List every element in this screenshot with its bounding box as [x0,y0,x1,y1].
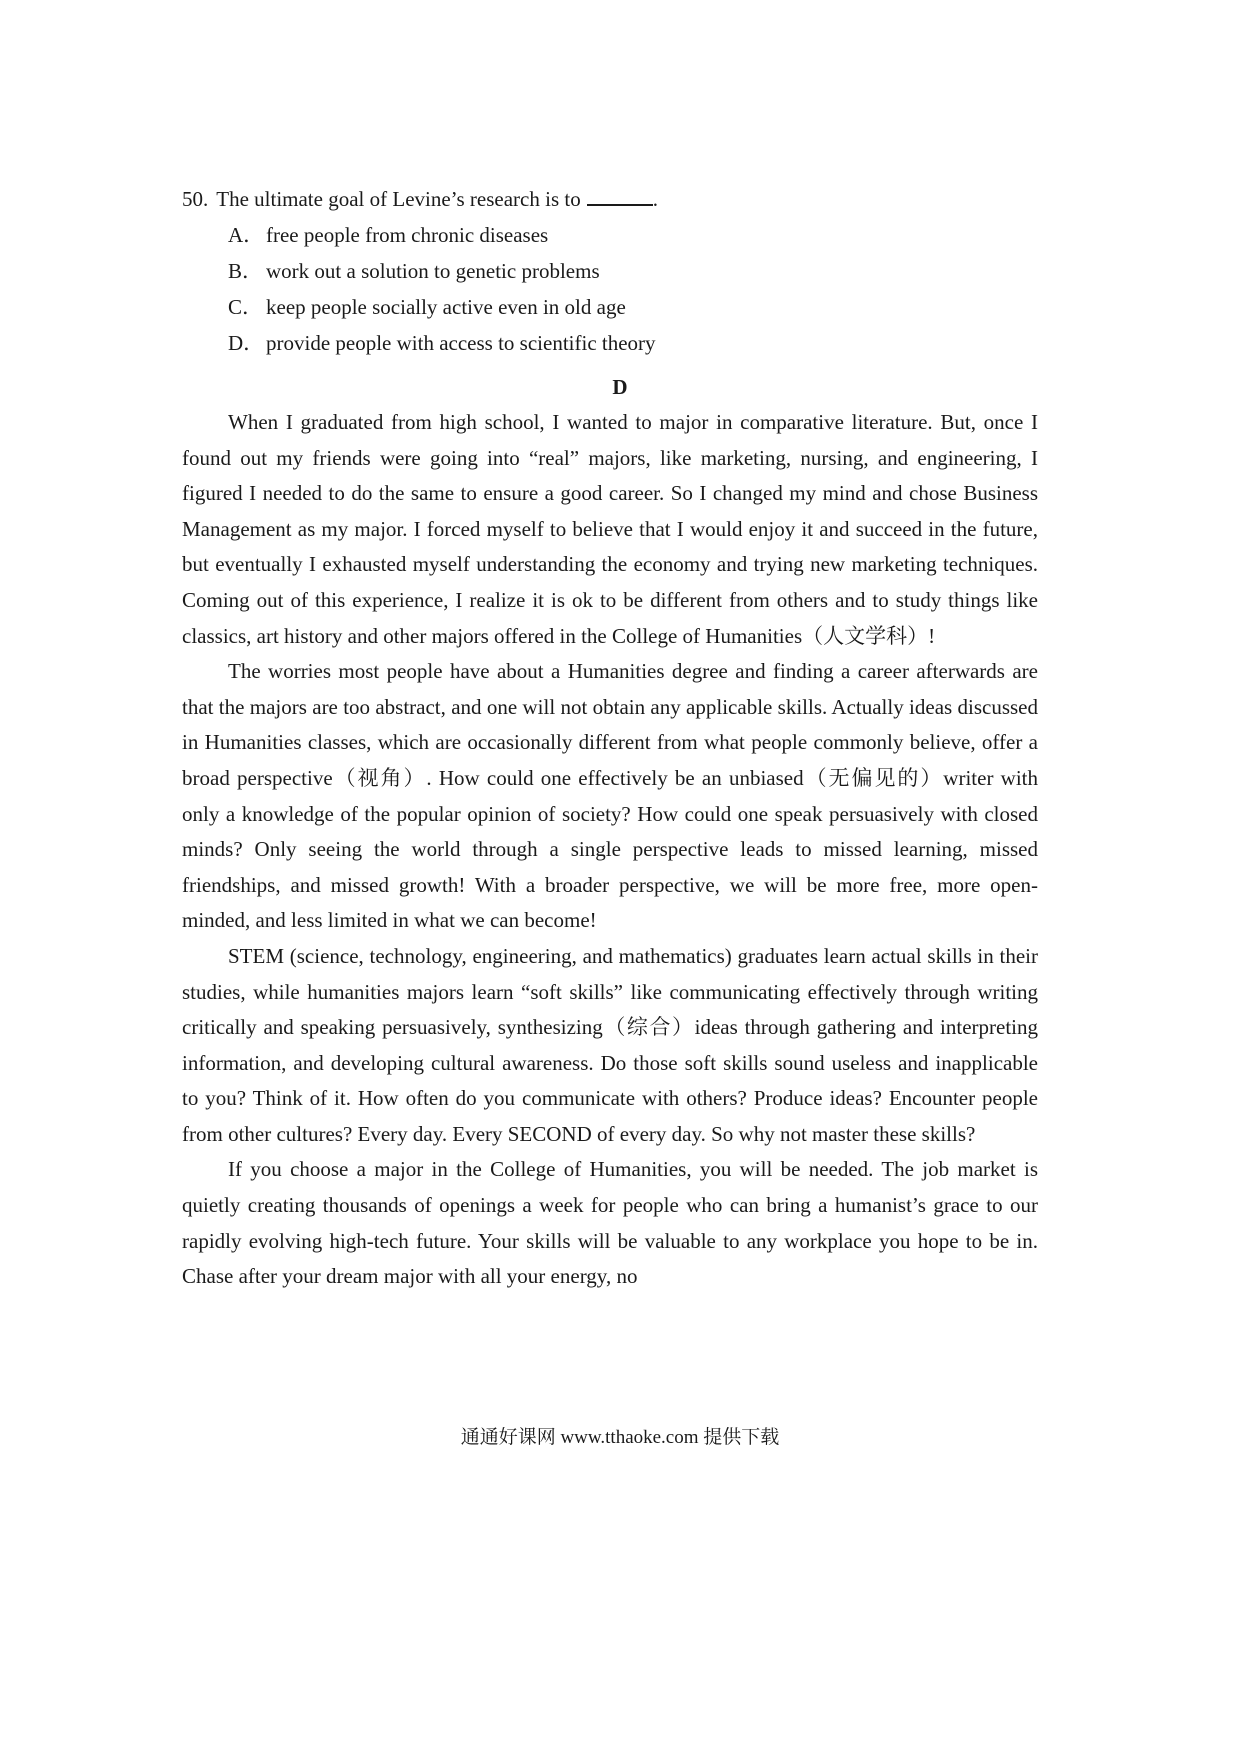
passage-heading: D [612,375,628,399]
passage-paragraph: The worries most people have about a Humanities degree and finding a career afterwards are that the majors are too abstract, and one will not obtain any applicable skills. Actually ideas discussed in Humanities classes, which are occasionally different from what people commonly believe, offer a broad perspective（视角）. How could one effectively be an unbiased（无偏见的）writer with only a knowledge of the popular opinion of society? How could one speak persuasively with closed minds? Only seeing the world through a single perspective leads to missed learning, missed friendships, and missed growth! With a broader perspective, we will be more free, more open-minded, and less limited in what we can become! [182,659,1038,933]
option-letter: B． [228,259,264,283]
page-footer: 通通好课网 www.tthaoke.com 提供下载 [460,1427,780,1448]
passage-paragraph: STEM (science, technology, engineering, and mathematics) graduates learn actual skills in their studies, while humanities majors learn “soft skills” like communicating effectively through writing critically and speaking persuasively, synthesizing（综合）ideas through gathering and interpreting information, and developing cultural awareness. Do those soft skills sound useless and inapplicable to you? Think of it. How often do you communicate with others? Produce ideas? Encounter people from other cultures? Every day. Every SECOND of every day. So why not master these skills? [182,943,1038,1146]
passage-paragraph: When I graduated from high school, I wanted to major in comparative literature. But, once I found out my friends were going into “real” majors, like marketing, nursing, and engineering, I figured I needed to do the same to ensure a good career. So I changed my mind and chose Business Management as my major. I forced myself to believe that I would enjoy it and succeed in the future, but eventually I exhausted myself understanding the economy and trying new marketing techniques. Coming out of this experience, I realize it is ok to be different from others and to study things like classics, art history and other majors offered in the College of Humanities（人文学科）! [182,410,1038,648]
passage-body [182,405,1038,1295]
question-stem [182,181,1062,217]
option-text: keep people socially active even in old age [266,295,626,319]
option-letter: D． [228,331,265,355]
option-c [182,289,1062,325]
option-text: provide people with access to scientific theory [266,331,656,355]
answer-blank [587,184,653,206]
question-50 [182,181,1062,361]
option-letter: A． [228,223,265,247]
option-text: free people from chronic diseases [266,223,549,247]
option-letter: C． [228,295,264,319]
option-a [182,217,1062,253]
question-number: 50. [182,187,209,211]
option-text: work out a solution to genetic problems [266,259,600,283]
option-b [182,253,1062,289]
option-d [182,325,1062,361]
passage-paragraph: If you choose a major in the College of Humanities, you will be needed. The job market is quietly creating thousands of openings a week for people who can bring a humanist’s grace to our rapidly evolving high-tech future. Your skills will be valuable to any workplace you hope to be in. Chase after your dream major with all your energy, no [182,1157,1038,1289]
question-stem-end: . [652,187,658,211]
question-stem-text: The ultimate goal of Levine’s research is to [216,187,581,211]
